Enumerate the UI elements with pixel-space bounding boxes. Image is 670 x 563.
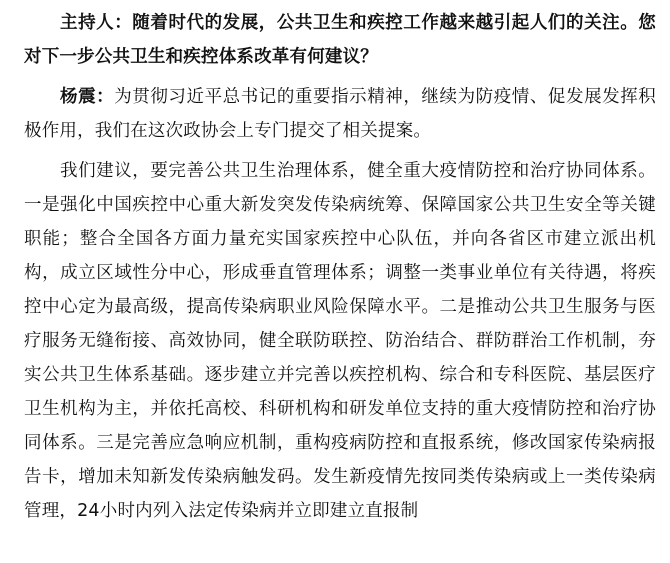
answer-paragraph: [24, 80, 656, 148]
answer-speaker: 杨震：: [60, 87, 115, 107]
question-speaker: 主持人：: [60, 13, 133, 33]
answer-text: 为贯彻习近平总书记的重要指示精神，继续为防疫情、促发展发挥积极作用，我们在这次政协会上专门提交了相关提案。: [24, 87, 656, 141]
body-paragraph: 我们建议，要完善公共卫生治理体系，健全重大疫情防控和治疗协同体系。一是强化中国疾控中心重大新发突发传染病统筹、保障国家公共卫生安全等关键职能；整合全国各方面力量充实国家疾控中心队伍，并向各省区市建立派出机构，成立区域性分中心，形成垂直管理体系；调整一类事业单位有关待遇，将疾控中心定为最高级，提高传染病职业风险保障水平。二是推动公共卫生服务与医疗服务无缝衔接、高效协同，健全联防联控、防治结合、群防群治工作机制，夯实公共卫生体系基础。逐步建立并完善以疾控机构、综合和专科医院、基层医疗卫生机构为主，并依托高校、科研机构和研发单位支持的重大疫情防控和治疗协同体系。三是完善应急响应机制，重构疫病防控和直报系统，修改国家传染病报告卡，增加未知新发传染病触发码。发生新疫情先按同类传染病或上一类传染病管理，24小时内列入法定传染病并立即建立直报制: [24, 161, 656, 521]
question-text: 随着时代的发展，公共卫生和疾控工作越来越引起人们的关注。您对下一步公共卫生和疾控体系改革有何建议？: [24, 13, 656, 67]
question-paragraph: [24, 6, 656, 74]
